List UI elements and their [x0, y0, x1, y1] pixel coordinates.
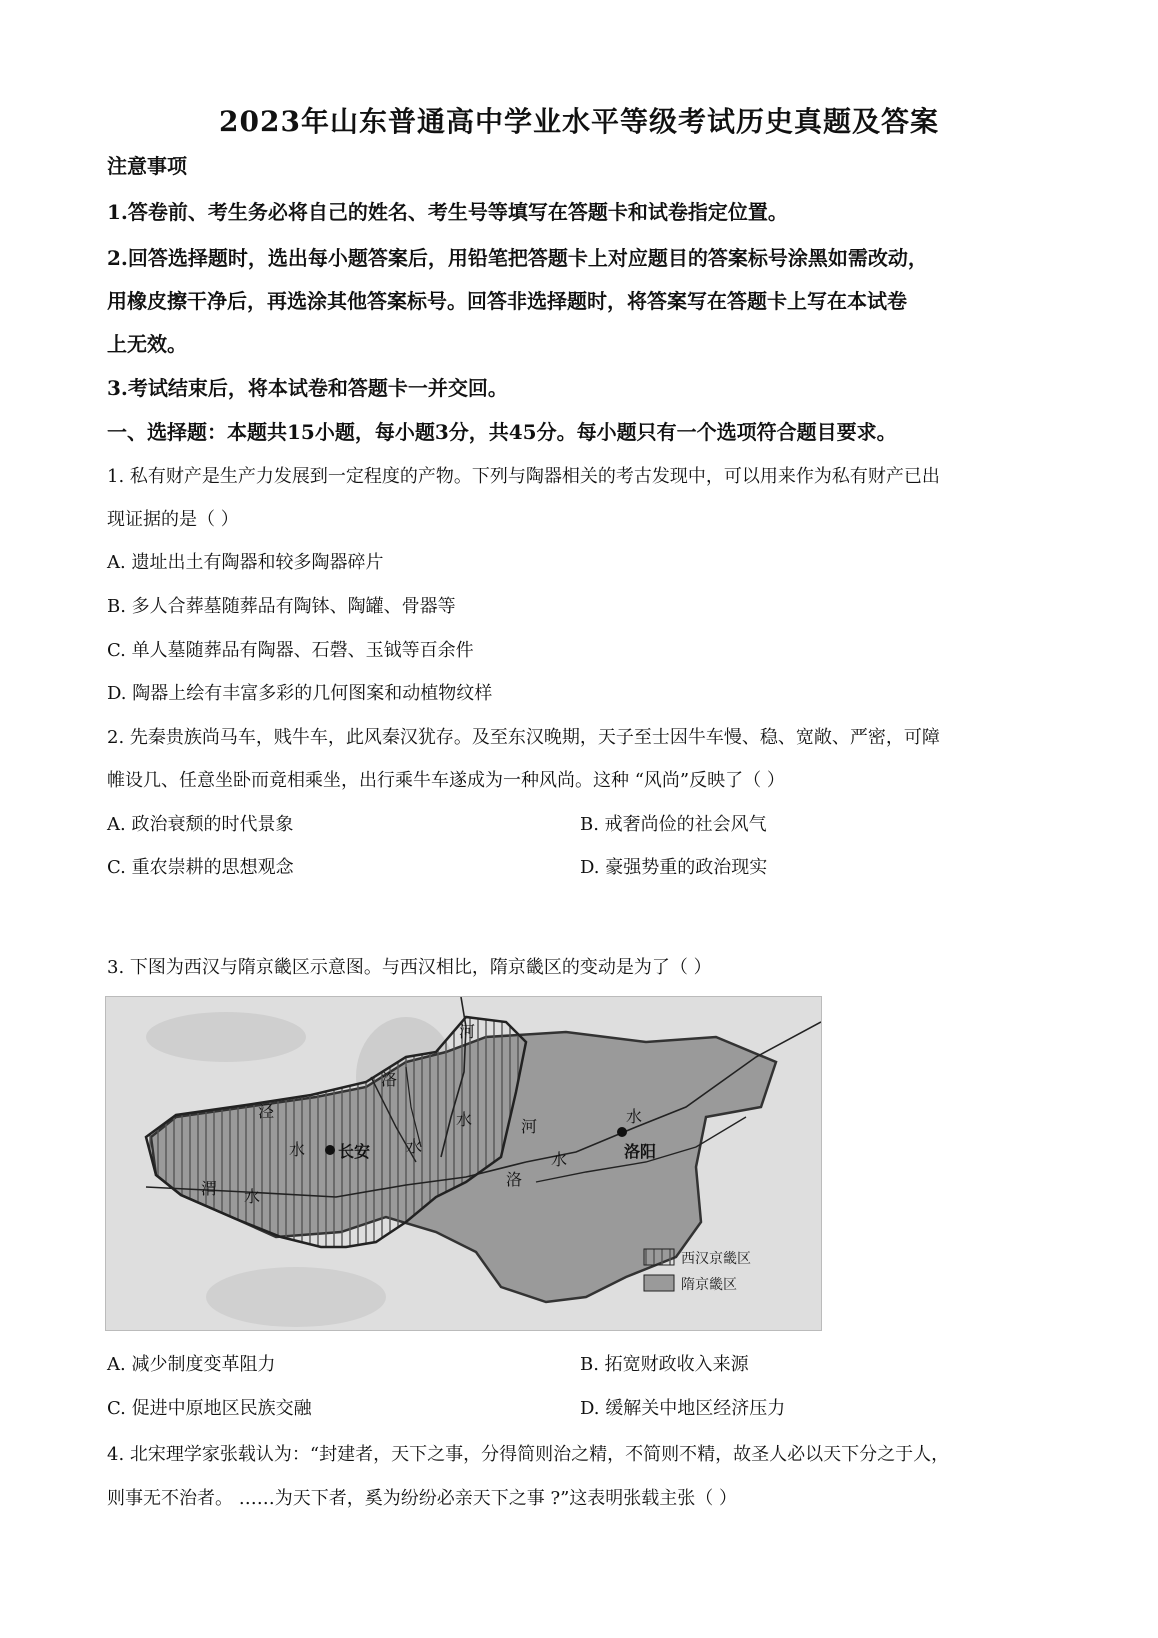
question-2-stem: 2. 先秦贵族尚马车，贱牛车，此风秦汉犹存。及至东汉晚期，天子至士因牛车慢、稳、宽敞、严密，可障: [107, 727, 940, 748]
map-label-shui-e: 水: [244, 1187, 261, 1206]
map-label-jing: 泾: [258, 1102, 275, 1121]
map-label-shui-f: 水: [551, 1150, 568, 1169]
question-1-option-b: B. 多人合葬墓随葬品有陶钵、陶罐、骨器等: [107, 596, 456, 617]
question-1-option-a: A. 遗址出土有陶器和较多陶器碎片: [107, 552, 384, 573]
question-1-stem: 1. 私有财产是生产力发展到一定程度的产物。下列与陶器相关的考古发现中，可以用来作为私有财产已出: [107, 466, 940, 487]
map-legend: [644, 1249, 751, 1293]
question-2-option-a: A. 政治衰颓的时代景象: [107, 814, 294, 835]
map-label-wei: 渭: [201, 1179, 218, 1198]
question-2-option-d: D. 豪强势重的政治现实: [580, 857, 768, 878]
map-label-he-top: 河: [459, 1022, 476, 1041]
map-label-shui-a: 水: [456, 1110, 473, 1129]
notes-heading: 注意事项: [107, 154, 187, 178]
question-2-stem-cont: 帷设几、任意坐卧而竟相乘坐，出行乘牛车遂成为一种风尚。这种 “风尚”反映了（ ）: [107, 770, 785, 791]
note-item-2-line-3: 上无效。: [107, 332, 187, 356]
map-label-shui-c: 水: [406, 1137, 423, 1156]
note-item-1: 1.答卷前、考生务必将自己的姓名、考生号等填写在答题卡和试卷指定位置。: [107, 200, 788, 224]
legend-sui: 隋京畿区: [681, 1277, 737, 1293]
note-item-3: 3.考试结束后，将本试卷和答题卡一并交回。: [107, 376, 508, 400]
map-city-luoyang: 洛阳: [624, 1142, 657, 1161]
question-3-option-a: A. 减少制度变革阻力: [107, 1354, 276, 1375]
question-1-stem-cont: 现证据的是（ ）: [107, 509, 239, 530]
question-1-option-c: C. 单人墓随葬品有陶器、石磬、玉钺等百余件: [107, 640, 474, 661]
map-label-he-mid: 河: [521, 1117, 538, 1136]
question-2-option-c: C. 重农崇耕的思想观念: [107, 857, 294, 878]
page-title: 2023年山东普通高中学业水平等级考试历史真题及答案: [219, 105, 939, 138]
question-1-option-d: D. 陶器上绘有丰富多彩的几何图案和动植物纹样: [107, 683, 493, 704]
note-item-2-line-1: 2.回答选择题时，选出每小题答案后，用铅笔把答题卡上对应题目的答案标号涂黑如需改动，: [107, 246, 928, 270]
question-3-stem: 3. 下图为西汉与隋京畿区示意图。与西汉相比，隋京畿区的变动是为了（ ）: [107, 957, 712, 978]
question-4-stem: 4. 北宋理学家张载认为：“封建者，天下之事，分得简则治之精，不简则不精，故圣人必以天下分之于人，: [107, 1444, 950, 1465]
map-label-shui-b: 水: [289, 1140, 306, 1159]
map-label-luo-bottom: 洛: [506, 1170, 523, 1189]
capital-region-map: [105, 996, 822, 1331]
map-city-changan: 长安: [338, 1142, 371, 1161]
section-heading: 一、选择题：本题共15小题，每小题3分，共45分。每小题只有一个选项符合题目要求。: [107, 420, 897, 444]
question-3-option-c: C. 促进中原地区民族交融: [107, 1398, 312, 1419]
question-3-option-d: D. 缓解关中地区经济压力: [580, 1398, 786, 1419]
note-item-2-line-2: 用橡皮擦干净后，再选涂其他答案标号。回答非选择题时，将答案写在答题卡上写在本试卷: [107, 289, 907, 313]
legend-han: 西汉京畿区: [681, 1251, 751, 1267]
question-4-stem-cont: 则事无不治者。 ……为天下者，奚为纷纷必亲天下之事 ?”这表明张载主张（ ）: [107, 1488, 738, 1509]
question-2-option-b: B. 戒奢尚俭的社会风气: [580, 814, 767, 835]
map-label-shui-d: 水: [626, 1107, 643, 1126]
question-3-option-b: B. 拓宽财政收入来源: [580, 1354, 749, 1375]
map-label-luo-top: 洛: [381, 1070, 398, 1089]
